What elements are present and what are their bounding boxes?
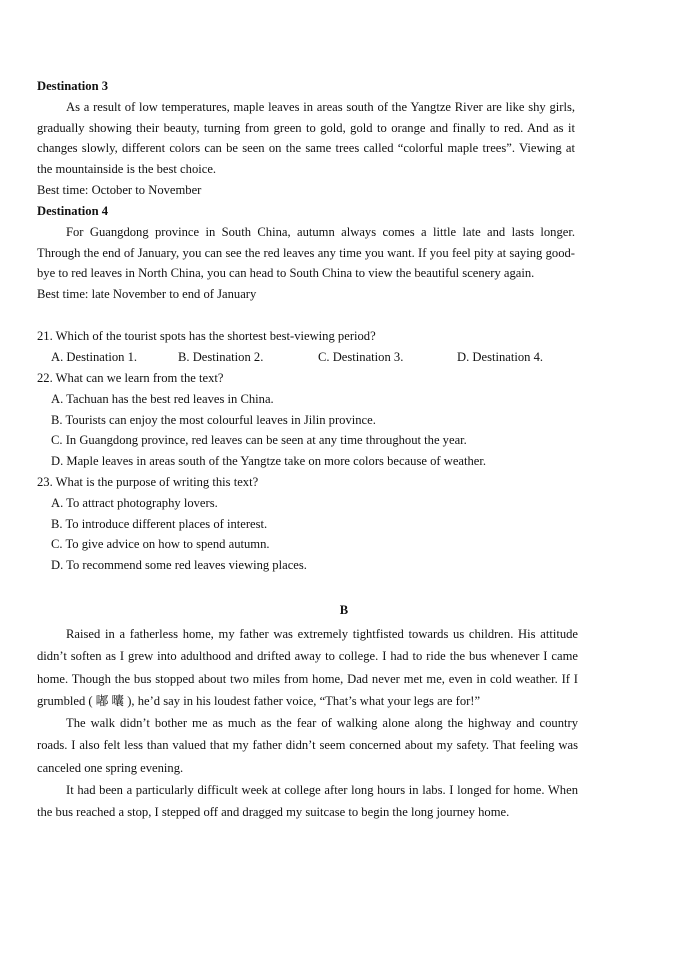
option-b: B. To introduce different places of interest. [51, 516, 268, 531]
question-stem: 21. Which of the tourist spots has the shortest best-viewing period? [37, 329, 376, 343]
option-c: C. In Guangdong province, red leaves can be seen at any time throughout the year. [51, 433, 467, 448]
option-a: A. Destination 1. [51, 349, 138, 364]
option-c: C. Destination 3. [318, 349, 404, 364]
question-stem: 23. What is the purpose of writing this text? [37, 475, 259, 489]
destination-3-heading: Destination 3 [37, 79, 109, 93]
question-23 [37, 472, 575, 576]
destination-4-best-time: Best time: late November to end of January [37, 287, 257, 302]
option-c: C. To give advice on how to spend autumn. [51, 537, 270, 552]
passage-b-label: B [339, 603, 349, 617]
option-d: D. To recommend some red leaves viewing places. [51, 558, 307, 573]
option-d: D. Maple leaves in areas south of the Yangtze take on more colors because of weather. [51, 454, 487, 469]
question-22 [37, 368, 575, 472]
destination-4-heading: Destination 4 [37, 204, 109, 218]
passage-b-body [37, 623, 578, 824]
destination-3-best-time: Best time: October to November [37, 182, 202, 197]
option-b: B. Tourists can enjoy the most colourful leaves in Jilin province. [51, 412, 376, 427]
destination-3-text: As a result of low temperatures, maple leaves in areas south of the Yangtze River are like shy girls, gradually showing their beauty, turning from green to gold, gold to orange and finally to red. And as it changes slowly, different colors can be seen on the same trees called “colorful maple trees”. Viewing at the mountainside is the best choice. [37, 99, 575, 177]
option-a: A. To attract photography lovers. [51, 495, 218, 510]
question-stem: 22. What can we learn from the text? [37, 371, 224, 385]
destination-3-section [37, 76, 575, 201]
question-21 [37, 326, 575, 368]
passage-b-paragraph: Raised in a fatherless home, my father was extremely tightfisted towards us children. His attitude didn’t soften as I grew into adulthood and drifted away to college. I had to ride the bus whenever I came home. Though the bus stopped about two miles from home, Dad never met me, even in cold weather. If I grumbled ( 嘟 囔 ), he’d say in his loudest father voice, “That’s what your legs are for!” [37, 627, 578, 708]
option-d: D. Destination 4. [457, 349, 544, 364]
question-21-options [37, 347, 575, 368]
destination-4-text: For Guangdong province in South China, autumn always comes a little late and lasts longer. Through the end of January, you can see the red leaves any time you want. If you feel pity at saying good-bye to red leaves in North China, you can head to South China to view the beautiful scenery again. [37, 224, 575, 281]
passage-b-paragraph: It had been a particularly difficult week at college after long hours in labs. I longed for home. When the bus reached a stop, I stepped off and dragged my suitcase to begin the long journey home. [37, 783, 578, 820]
passage-b-paragraph: The walk didn’t bother me as much as the fear of walking alone along the highway and country roads. I also felt less than valued that my father didn’t seem concerned about my safety. That feeling was canceled one spring evening. [37, 716, 578, 775]
option-a: A. Tachuan has the best red leaves in China. [51, 391, 274, 406]
option-b: B. Destination 2. [178, 349, 264, 364]
destination-4-section [37, 201, 575, 305]
